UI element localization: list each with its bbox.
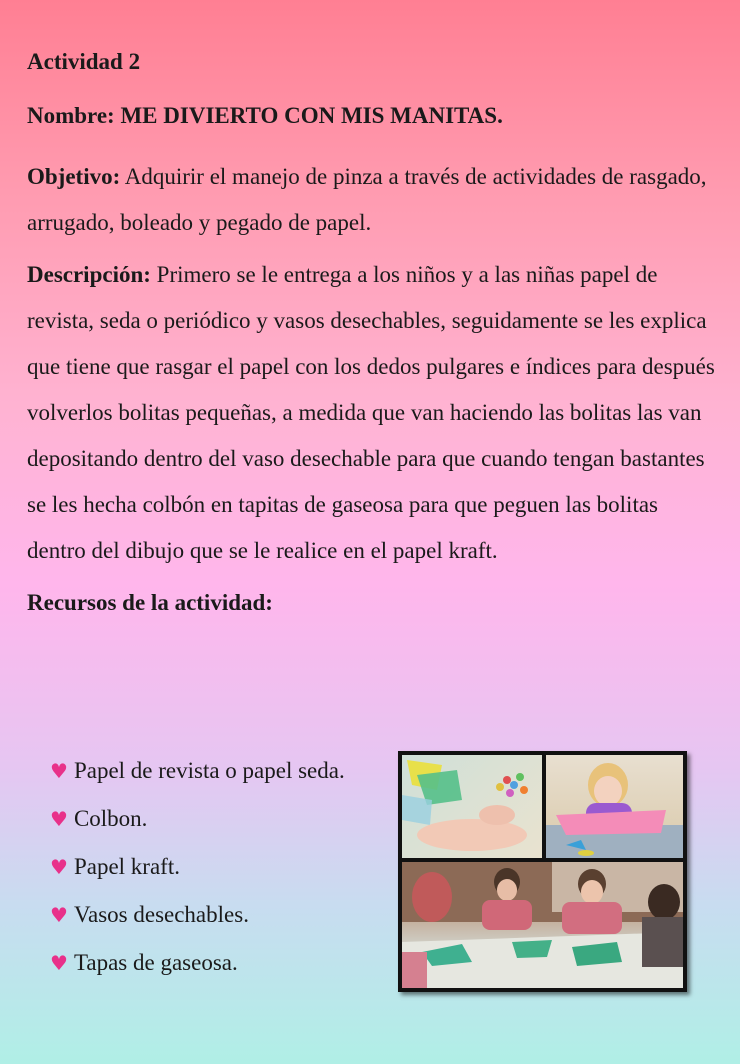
photo-collage [398, 751, 687, 992]
activity-title: Actividad 2 [27, 49, 141, 74]
list-item: ♥ Papel de revista o papel seda. [50, 747, 345, 795]
list-item: ♥ Tapas de gaseosa. [50, 939, 345, 987]
objective-label: Objetivo: [27, 164, 121, 189]
activity-name: Nombre: ME DIVIERTO CON MIS MANITAS. [27, 103, 503, 128]
list-item: ♥ Papel kraft. [50, 843, 345, 891]
heart-icon: ♥ [50, 759, 68, 783]
photo-children-table [402, 862, 683, 988]
photo-paper-tearing [402, 755, 542, 858]
list-item: ♥ Vasos desechables. [50, 891, 345, 939]
heart-icon: ♥ [50, 903, 68, 927]
description-label: Descripción: [27, 262, 151, 287]
resources-list [50, 747, 345, 987]
heart-icon: ♥ [50, 855, 68, 879]
heart-icon: ♥ [50, 807, 68, 831]
heart-icon: ♥ [50, 951, 68, 975]
resources-heading: Recursos de la actividad: [27, 590, 273, 615]
description-text: Primero se le entrega a los niños y a las niñas papel de revista, seda o periódico y vasos desechables, seguidamente se les explica que tiene que rasgar el papel con los dedos pulgares e índices para después volverlos bolitas pequeñas, a medida que van haciendo las bolitas las van depositando dentro del vaso desechable para que cuando tengan bastantes se les hecha colbón en tapitas de gaseosa para que peguen las bolitas dentro del dibujo que se le realice en el papel kraft. [27, 262, 715, 563]
objective-text: Adquirir el manejo de pinza a través de actividades de rasgado, arrugado, boleado y pegado de papel. [27, 164, 707, 235]
photo-child-paper [546, 755, 683, 858]
description-paragraph [27, 252, 717, 574]
list-item: ♥ Colbon. [50, 795, 345, 843]
objective-paragraph [27, 154, 717, 246]
document-page [27, 48, 717, 618]
